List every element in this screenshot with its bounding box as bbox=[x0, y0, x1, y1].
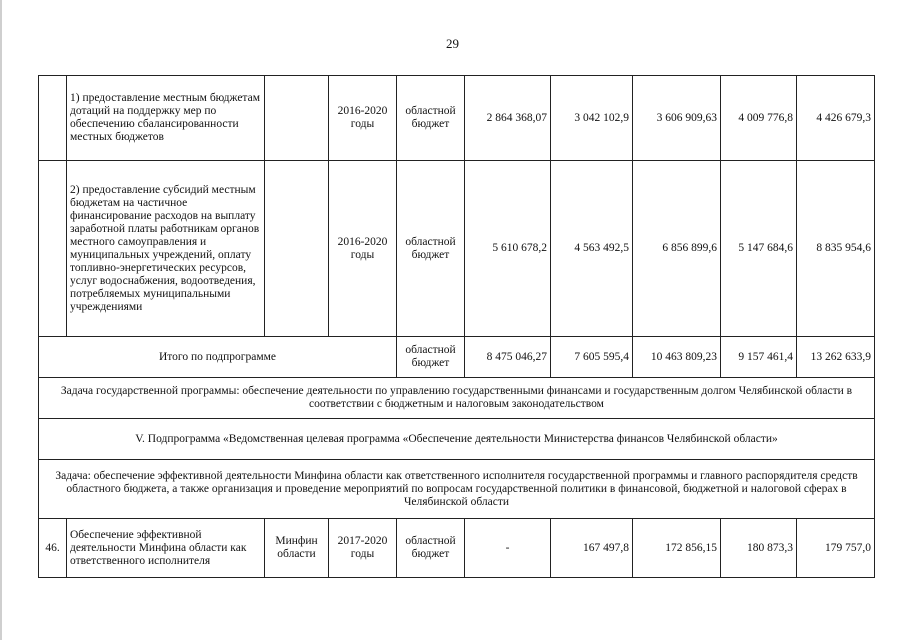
subprogram-heading-row bbox=[39, 419, 875, 460]
period-cell: 2017-2020 годы bbox=[329, 519, 397, 578]
period-cell: 2016-2020 годы bbox=[329, 76, 397, 161]
measure-description: 2) предоставление субсидий местным бюджетам на частичное финансирование расходов на выплату заработной платы работникам органов местного самоуправления и муниципальных учреждений, оплату топливно-энергетических ресурсов, услуг водоснабжения, водоотведения, потребляемых муниципальными учреждениями bbox=[67, 161, 265, 337]
page-number: 29 bbox=[446, 36, 459, 51]
table-row bbox=[39, 519, 875, 578]
page-left-edge bbox=[0, 0, 2, 640]
funding-source-cell: областной бюджет bbox=[397, 337, 465, 378]
value-cell: 180 873,3 bbox=[721, 519, 797, 578]
value-cell: 4 009 776,8 bbox=[721, 76, 797, 161]
measure-description: 1) предоставление местным бюджетам дотаций на поддержку мер по обеспечению сбалансированности местных бюджетов bbox=[67, 76, 265, 161]
value-cell: 3 606 909,63 bbox=[633, 76, 721, 161]
subprogram-task-text: Задача: обеспечение эффективной деятельности Минфина области как ответственного исполнителя государственной программы и главного распорядителя средств областного бюджета, а также организация и проведение мероприятий по вопросам государственной политики в финансовой, бюджетной и налоговой сферах в Челябинской области bbox=[39, 460, 875, 519]
value-cell: 6 856 899,6 bbox=[633, 161, 721, 337]
measure-description: Обеспечение эффективной деятельности Минфина области как ответственного исполнителя bbox=[67, 519, 265, 578]
task-row bbox=[39, 378, 875, 419]
funding-source-cell: областной бюджет bbox=[397, 161, 465, 337]
funding-source-cell: областной бюджет bbox=[397, 76, 465, 161]
table-row bbox=[39, 76, 875, 161]
value-cell: 179 757,0 bbox=[797, 519, 875, 578]
value-cell: 8 835 954,6 bbox=[797, 161, 875, 337]
value-cell: 7 605 595,4 bbox=[551, 337, 633, 378]
value-cell: 13 262 633,9 bbox=[797, 337, 875, 378]
value-cell: 4 563 492,5 bbox=[551, 161, 633, 337]
value-cell: 172 856,15 bbox=[633, 519, 721, 578]
value-cell: 167 497,8 bbox=[551, 519, 633, 578]
value-cell: 3 042 102,9 bbox=[551, 76, 633, 161]
subtotal-row bbox=[39, 337, 875, 378]
value-cell: 10 463 809,23 bbox=[633, 337, 721, 378]
period-cell: 2016-2020 годы bbox=[329, 161, 397, 337]
row-number: 46. bbox=[39, 519, 67, 578]
subtotal-label: Итого по подпрограмме bbox=[39, 337, 397, 378]
value-cell: 5 610 678,2 bbox=[465, 161, 551, 337]
budget-table bbox=[38, 75, 875, 578]
program-task-text: Задача государственной программы: обеспечение деятельности по управлению государственными финансами и государственным долгом Челябинской области в соответствии с бюджетным и налоговым законодательством bbox=[39, 378, 875, 419]
value-cell: 8 475 046,27 bbox=[465, 337, 551, 378]
subprogram-title: V. Подпрограмма «Ведомственная целевая программа «Обеспечение деятельности Министерства финансов Челябинской области» bbox=[39, 419, 875, 460]
task-row bbox=[39, 460, 875, 519]
executor-cell: Минфин области bbox=[265, 519, 329, 578]
value-cell: 5 147 684,6 bbox=[721, 161, 797, 337]
value-cell: 9 157 461,4 bbox=[721, 337, 797, 378]
funding-source-cell: областной бюджет bbox=[397, 519, 465, 578]
table-row bbox=[39, 161, 875, 337]
value-cell: 2 864 368,07 bbox=[465, 76, 551, 161]
value-cell: - bbox=[465, 519, 551, 578]
value-cell: 4 426 679,3 bbox=[797, 76, 875, 161]
